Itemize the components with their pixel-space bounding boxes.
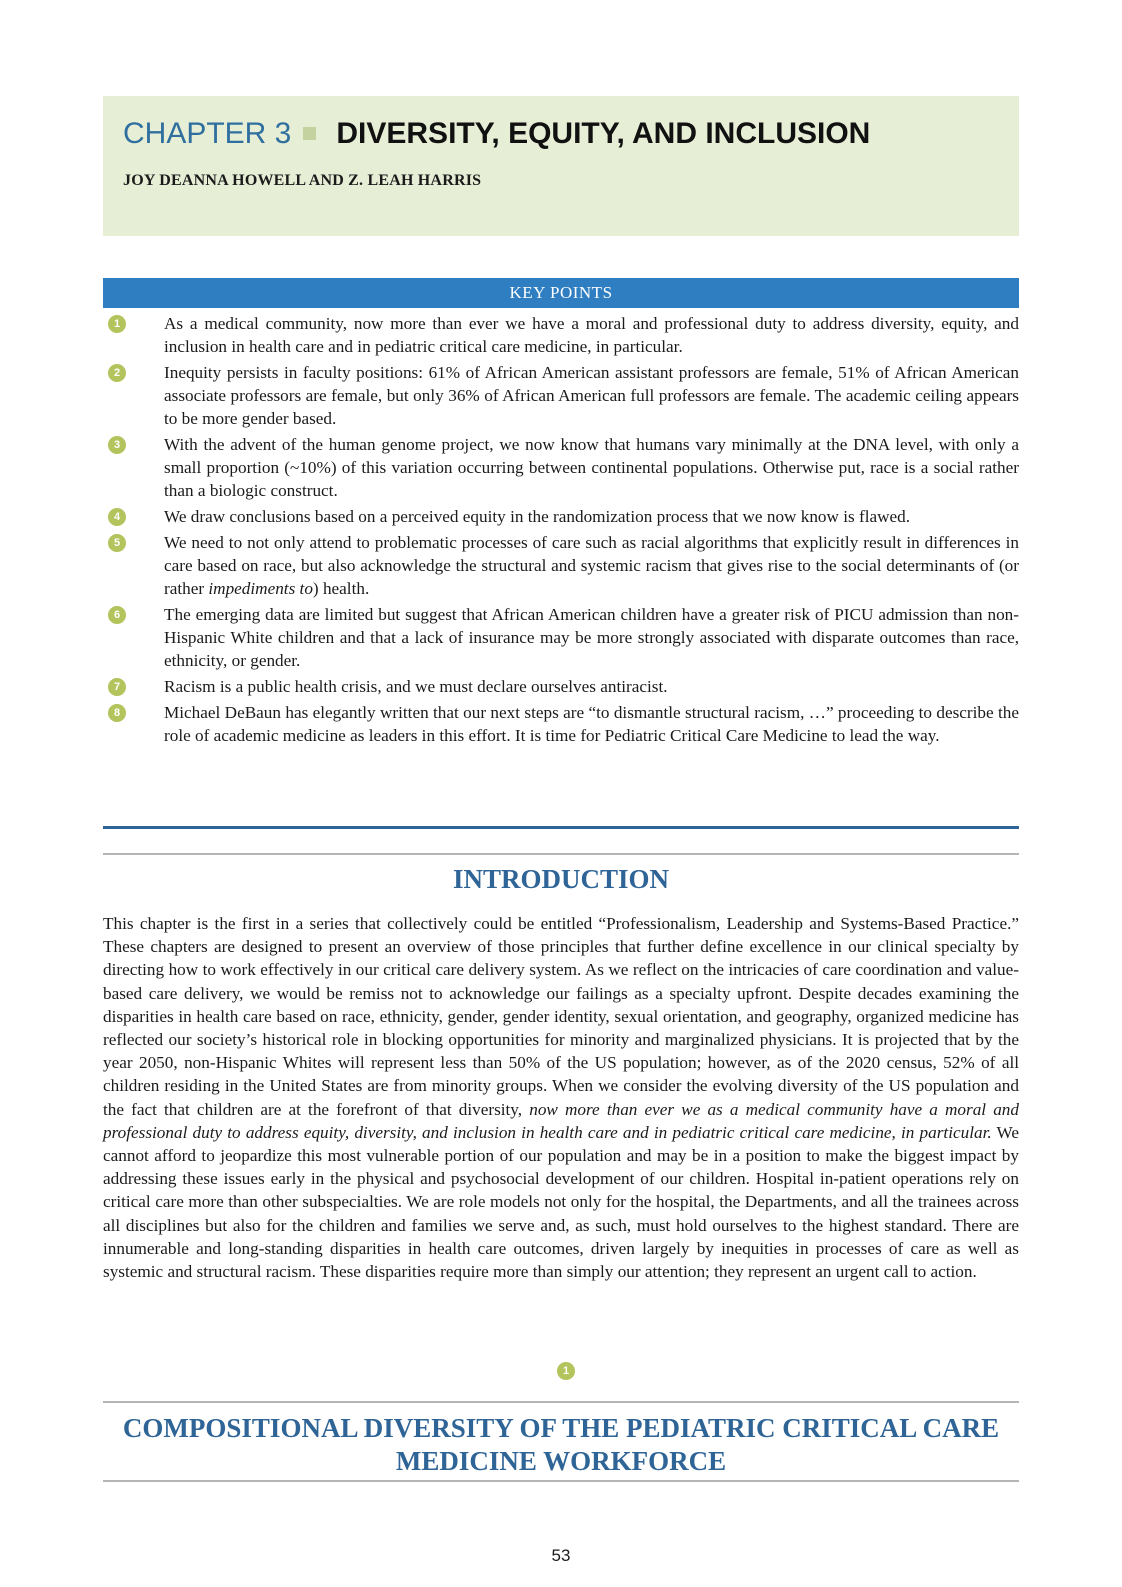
key-point-text: We draw conclusions based on a perceived equity in the randomization process that we now know is flawed. [164,507,911,526]
chapter-title: DIVERSITY, EQUITY, AND INCLUSION [336,117,871,150]
number-badge-icon: 1 [557,1362,575,1380]
key-point-text: With the advent of the human genome project, we now know that humans vary minimally at the DNA level, with only a small proportion (~10%) of this variation occurring between continental populations. Otherwise put, race is a social rather than a biologic construct. [164,435,1019,500]
key-point-3 [103,433,1019,502]
number-badge-icon: 6 [108,606,126,624]
key-points-header: KEY POINTS [103,278,1019,308]
key-point-6 [103,603,1019,672]
key-point-text: As a medical community, now more than ever we have a moral and professional duty to address diversity, equity, and inclusion in health care and in pediatric critical care medicine, in particular. [164,314,1019,356]
key-points-list [103,312,1019,750]
square-bullet-icon [303,127,316,140]
intro-text-part: This chapter is the first in a series that collectively could be entitled “Professionalism, Leadership and Systems-Based Practice.” These chapters are designed to present an overview of those principles that further define excellence in our clinical specialty by directing how to work effectively in our critical care delivery system. As we reflect on the intricacies of care coordination and value-based care delivery, we would be remiss not to acknowledge our failings as a specialty upfront. Despite decades examining the disparities in health care based on race, ethnicity, gender, gender identity, sexual orientation, and geography, organized medicine has reflected our society’s historical role in blocking opportunities for minority and marginalized physicians. It is projected that by the year 2050, non-Hispanic Whites will represent less than 50% of the US population; however, as of the 2020 census, 52% of all children residing in the United States are from minority groups. When we consider the evolving diversity of the US population and the fact that children are at the forefront of that diversity, [103,914,1019,1119]
introduction-paragraph [103,912,1019,1283]
intro-text-part: We cannot afford to jeopardize this most vulnerable portion of our population and may be in a position to make the biggest impact by addressing these issues early in the physical and psychosocial development of our children. Hospital in-patient operations rely on critical care more than other subspecialties. We are role models not only for the hospital, the Departments, and all the trainees across all disciplines but also for the children and families we serve and, as such, must hold ourselves to the highest standard. There are innumerable and long-standing disparities in health care outcomes, driven largely by inequities in processes of care as well as systemic and structural racism. These disparities require more than simply our attention; they represent an urgent call to action. [103,1122,1019,1282]
key-point-text: Racism is a public health crisis, and we must declare ourselves antiracist. [164,677,668,696]
key-point-1 [103,312,1019,358]
key-point-text: Inequity persists in faculty positions: 61% of African American assistant professors are female, 51% of African American associate professors are female, but only 36% of African American full professors are female. The academic ceiling appears to be more gender based. [164,363,1019,428]
key-point-text: The emerging data are limited but suggest that African American children have a greater risk of PICU admission than non-Hispanic White children and that a lack of insurance may be more strongly associated with disparate outcomes than race, ethnicity, or gender. [164,605,1019,670]
key-points-bottom-rule [103,826,1019,829]
intro-top-rule [103,853,1019,855]
key-point-8 [103,701,1019,747]
section2-bottom-rule [103,1480,1019,1482]
key-point-7 [103,675,1019,698]
section2-heading-line2: MEDICINE WORKFORCE [395,1446,727,1476]
intro-italic-text: now more than ever we as a medical community have a moral and professional duty to address equity, diversity, and inclusion in health care and in pediatric critical care medicine, in particular. [103,1099,1019,1142]
number-badge-icon: 8 [108,704,126,722]
key-point-text-part: We need to not only attend to problematic processes of care such as racial algorithms that explicitly result in differences in care based on race, but also acknowledge the structural and systemic racism that gives rise to the social determinants of (or rather [164,533,1019,598]
key-point-text: Michael DeBaun has elegantly written that our next steps are “to dismantle structural racism, …” proceeding to describe the role of academic medicine as leaders in this effort. It is time for Pediatric Critical Care Medicine to lead the way. [164,703,1019,745]
chapter-label: CHAPTER 3 [123,117,292,150]
introduction-heading: INTRODUCTION [452,864,670,894]
section2-top-rule [103,1401,1019,1403]
key-point-2 [103,361,1019,430]
key-point-text [164,531,1019,600]
key-point-text-part: ) health. [312,579,370,598]
number-badge-icon: 5 [108,534,126,552]
section2-heading [103,1412,1019,1478]
key-point-italic-text: impediments to [208,579,313,598]
section2-heading-line1: COMPOSITIONAL DIVERSITY OF THE PEDIATRIC CRITICAL CARE [122,1413,1000,1443]
chapter-header-box [103,96,1019,236]
number-badge-icon: 2 [108,364,126,382]
number-badge-icon: 4 [108,508,126,526]
chapter-heading [123,114,870,154]
number-badge-icon: 7 [108,678,126,696]
key-point-5 [103,531,1019,600]
chapter-authors: JOY DEANNA HOWELL AND Z. LEAH HARRIS [123,172,482,189]
number-badge-icon: 3 [108,436,126,454]
number-badge-icon: 1 [108,315,126,333]
key-point-4 [103,505,1019,528]
page-number: 53 [551,1546,571,1565]
